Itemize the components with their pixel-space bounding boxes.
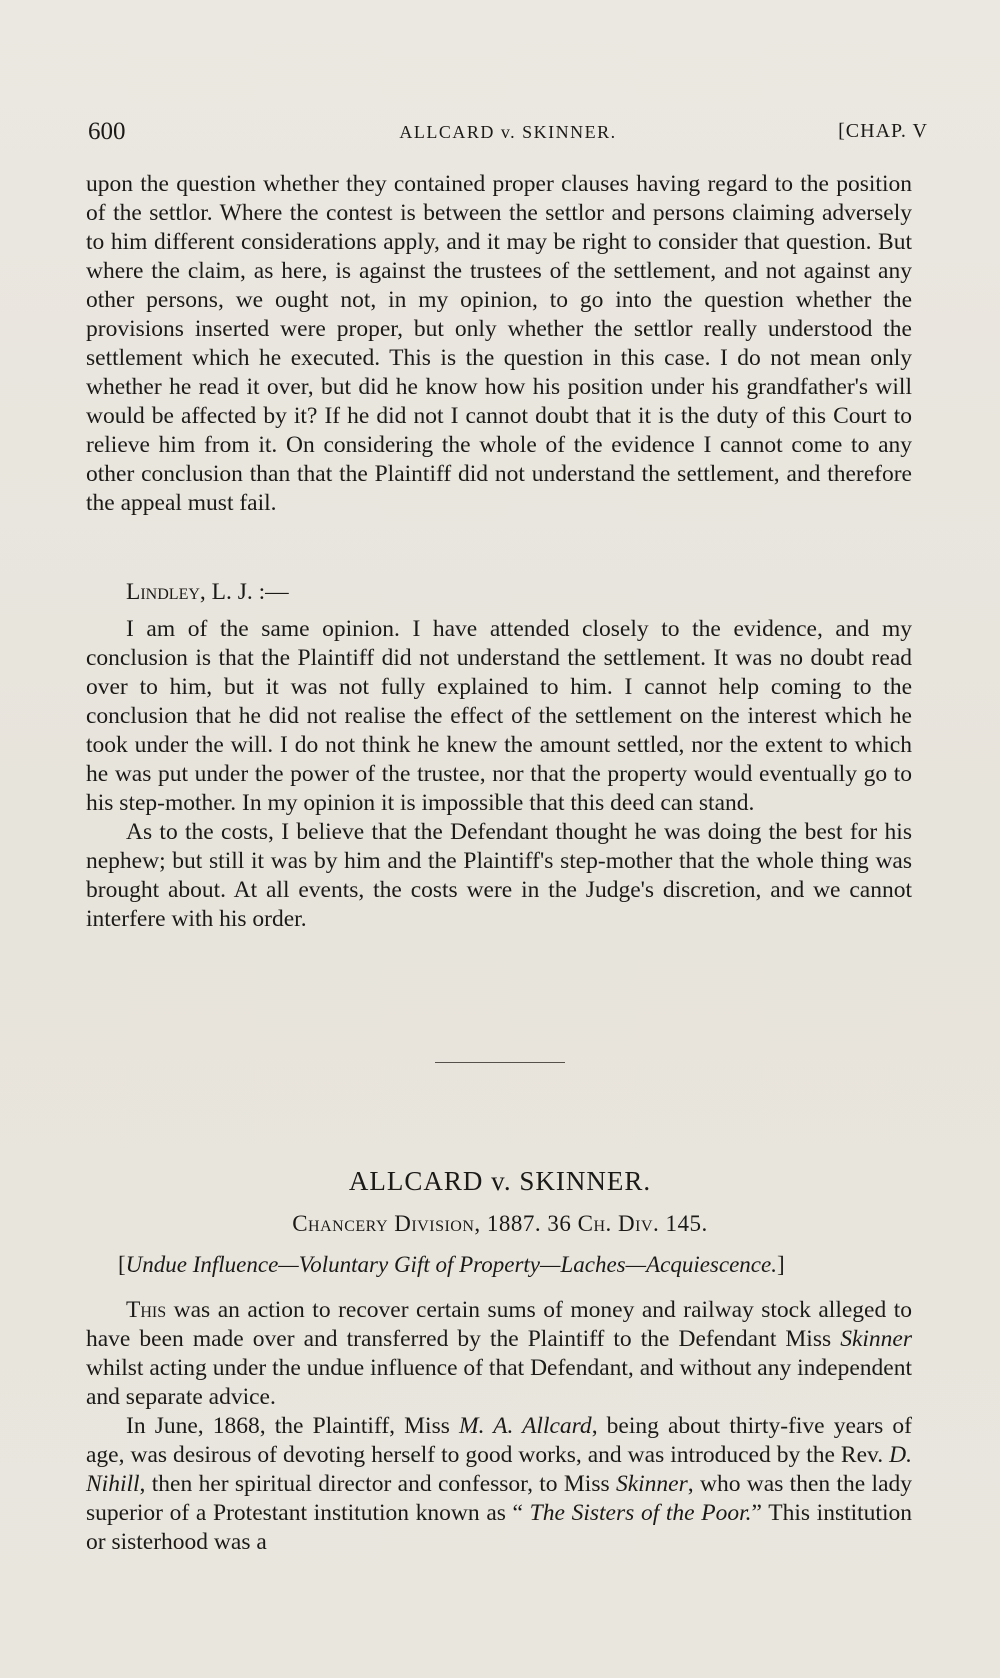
text-run: was an action to recover certain sums of money and railway stock alleged to have been made over and transferred by the Plaintiff to the Defendant Miss (86, 1297, 912, 1352)
headnote-open-bracket: [ (118, 1252, 126, 1277)
headnote (118, 1252, 918, 1278)
case-facts (86, 1296, 912, 1557)
lindley-opinion (86, 578, 912, 934)
paragraph (86, 1296, 912, 1412)
text-run: whilst acting under the undue influence of that Defendant, and without any independent and separate advice. (86, 1355, 912, 1410)
person-name: D. Nihill (86, 1442, 912, 1497)
page-number: 600 (88, 118, 126, 145)
party-name: Skinner (615, 1471, 688, 1497)
party-name: Skinner (840, 1326, 912, 1352)
paragraph: I am of the same opinion. I have attended closely to the evidence, and my conclusion is that the Plaintiff did not understand the settlement. It was no doubt read over to him, but it was not fully explained to him. I cannot help coming to the conclusion that he did not realise the effect of the settlement on the interest which he took under the will. I do not think he knew the amount settled, nor the extent to which he was put under the power of the trustee, nor that the property would eventually go to his step-mother. In my opinion it is impossible that this deed can stand. (86, 616, 912, 816)
page-header (88, 118, 928, 154)
section-divider (435, 1062, 565, 1063)
party-name: M. A. Allcard (459, 1413, 592, 1439)
text-run: , then her spiritual director and confessor, to Miss (139, 1471, 616, 1497)
headnote-text: Undue Influence—Voluntary Gift of Property—Laches—Acquiescence. (125, 1252, 777, 1277)
running-title: ALLCARD v. SKINNER. (399, 122, 617, 142)
paragraph: As to the costs, I believe that the Defendant thought he was doing the best for his nephew; but still it was by him and the Plaintiff's step-mother that the whole thing was brought about. At all events, the costs were in the Judge's discretion, and we cannot interfere with his order. (86, 819, 912, 932)
text-run: , being about thirty-five years of age, was desirous of devoting herself to good works, and was introduced by the Rev. (86, 1413, 912, 1468)
text-run: , who was then the lady superior of a Protestant institution known as “ (86, 1471, 912, 1526)
lead-word: This (126, 1297, 167, 1323)
case-citation: Chancery Division, 1887. 36 Ch. Div. 145. (292, 1211, 708, 1236)
institution-name: The Sisters of the Poor. (529, 1500, 752, 1526)
paragraph (86, 1412, 912, 1557)
headnote-close-bracket: ] (776, 1252, 785, 1277)
paragraph: upon the question whether they contained proper clauses having regard to the position of the settlor. Where the contest is between the settlor and persons claiming adversely to him different considerations apply, and it may be right to consider that question. But where the claim, as here, is against the trustees of the settlement, and not against any other persons, we ought not, in my opinion, to go into the question whether the provisions inserted were proper, but only whether the settlor really understood the settlement which he executed. This is the question in this case. I do not mean only whether he read it over, but did he know how his position under his grandfather's will would be affected by it? If he did not I cannot doubt that it is the duty of this Court to relieve him from it. On considering the whole of the evidence I cannot come to any other conclusion than that the Plaintiff did not understand the settlement, and therefore the appeal must fail. (86, 171, 912, 516)
case-title: ALLCARD v. SKINNER. (348, 1166, 652, 1196)
text-run: In June, 1868, the Plaintiff, Miss (126, 1413, 459, 1439)
text-run: ” This institution or sisterhood was a (86, 1500, 912, 1555)
chapter-marker: [CHAP. V (838, 120, 928, 142)
opinion-continuation (86, 170, 912, 518)
judge-name: Lindley, L. J. :— (126, 579, 289, 605)
